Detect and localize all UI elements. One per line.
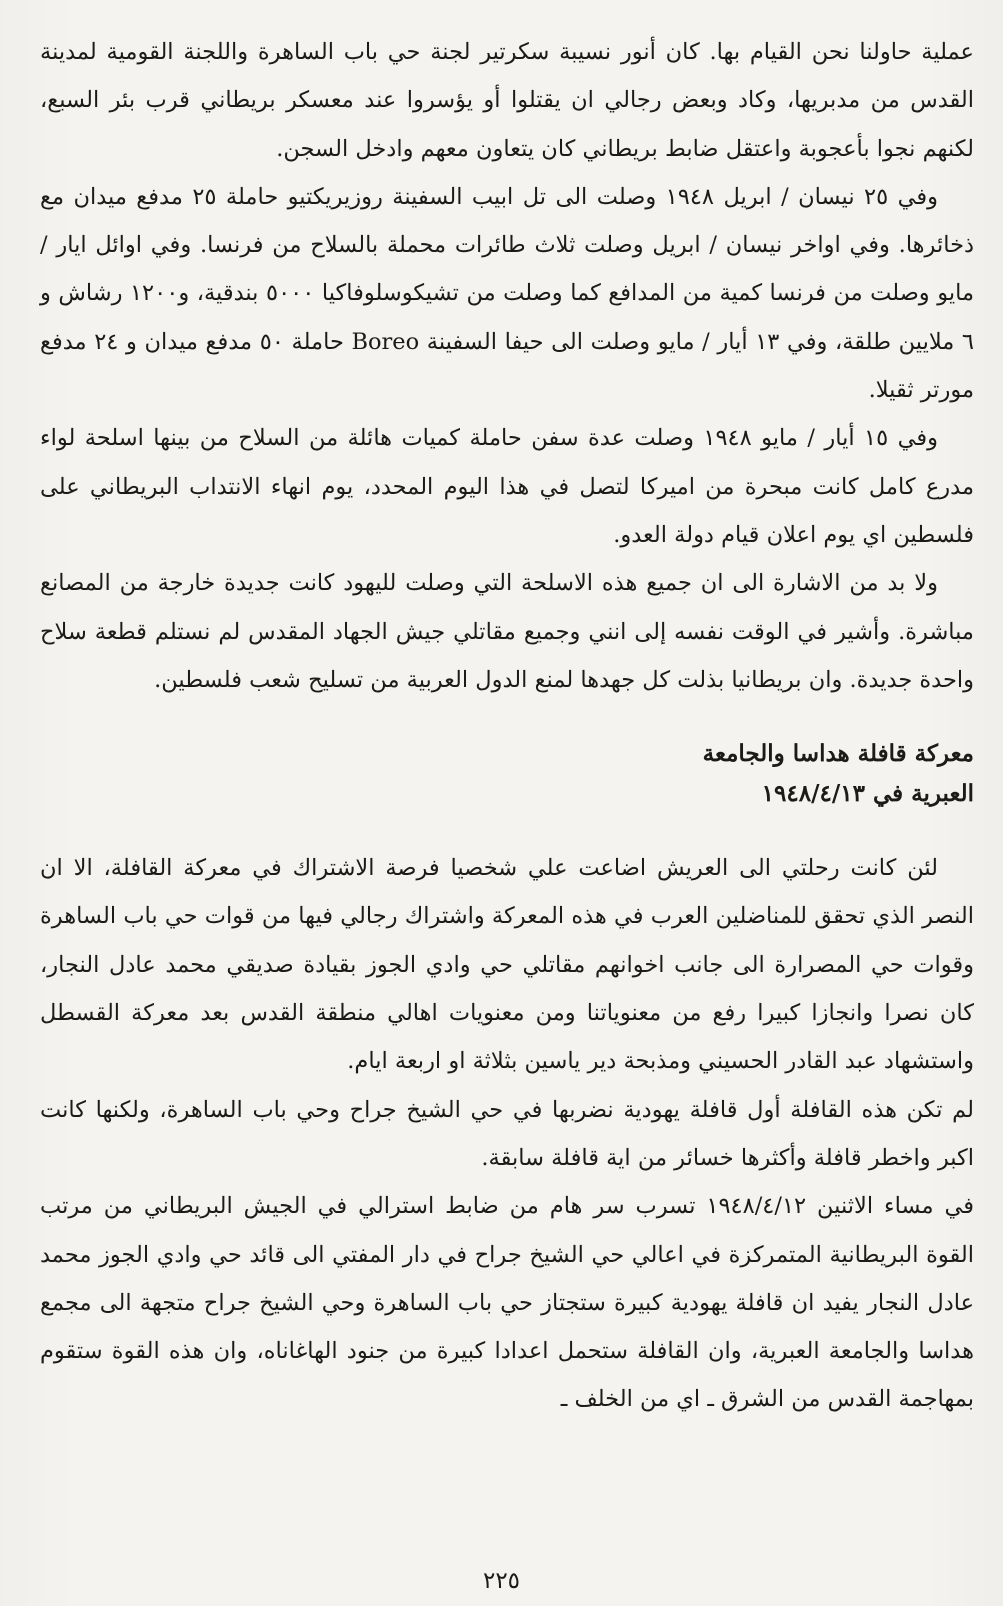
paragraph-1: عملية حاولنا نحن القيام بها. كان أنور نسيبة سكرتير لجنة حي باب الساهرة واللجنة القومية لمدينة القدس من مدبريها، وكاد وبعض رجالي ان يقتلوا أو يؤسروا عند معسكر بريطاني قرب بئر السبع، لكنهم نجوا بأعجوبة واعتقل ضابط بريطاني كان يتعاون معهم وادخل السجن.	[40, 39, 974, 162]
paragraph-5: لئن كانت رحلتي الى العريش اضاعت علي شخصيا فرصة الاشتراك في معركة القافلة، الا ان النصر الذي تحقق للمناضلين العرب في هذه المعركة واشتراك رجالي فيها من قوات حي باب الساهرة وقوات حي المصرارة الى جانب اخوانهم مقاتلي حي وادي الجوز بقيادة صديقي محمد عادل النجار، كان نصرا وانجازا كبيرا رفع من معنوياتنا ومن معنويات اهالي منطقة القدس بعد معركة القسطل واستشهاد عبد القادر الحسيني ومذبحة دير ياسين بثلاثة او اربعة ايام.	[40, 855, 974, 1075]
paragraph-7: في مساء الاثنين ١٩٤٨/٤/١٢ تسرب سر هام من ضابط استرالي في الجيش البريطاني من مرتب القوة البريطانية المتمركزة في اعالي حي الشيخ جراح في دار المفتي الى قائد حي وادي الجوز محمد عادل النجار يفيد ان قافلة يهودية كبيرة ستجتاز حي باب الساهرة وحي الشيخ جراح متجهة الى مجمع هداسا والجامعة العبرية، وان القافلة ستحمل اعدادا كبيرة من جنود الهاغاناه، وان هذه القوة ستقوم بمهاجمة القدس من الشرق ـ اي من الخلف ـ	[40, 1193, 975, 1413]
page-body	[40, 28, 974, 1424]
section-heading-line-2: العبرية في ١٩٤٨/٤/١٣	[761, 780, 974, 808]
section-heading-line-1: معركة قافلة هداسا والجامعة	[702, 740, 974, 768]
page-number: ٢٢٥	[482, 1568, 521, 1594]
paragraph-6: لم تكن هذه القافلة أول قافلة يهودية نضربها في حي الشيخ جراح وحي باب الساهرة، ولكنها كانت اكبر واخطر قافلة وأكثرها خسائر من اية قافلة سابقة.	[40, 1096, 974, 1171]
paragraph-4: ولا بد من الاشارة الى ان جميع هذه الاسلحة التي وصلت لليهود كانت جديدة خارجة من المصانع مباشرة. وأشير في الوقت نفسه إلى انني وجميع مقاتلي جيش الجهاد المقدس لم نستلم قطعة سلاح واحدة جديدة. وان بريطانيا بذلت كل جهدها لمنع الدول العربية من تسليح شعب فلسطين.	[40, 570, 974, 693]
paragraph-3: وفي ١٥ أيار / مايو ١٩٤٨ وصلت عدة سفن حاملة كميات هائلة من السلاح من بينها اسلحة لواء مدرع كامل كانت مبحرة من اميركا لتصل في هذا اليوم المحدد، يوم انهاء الانتداب البريطاني على فلسطين اي يوم اعلان قيام دولة العدو.	[40, 425, 974, 548]
paragraph-2: وفي ٢٥ نيسان / ابريل ١٩٤٨ وصلت الى تل ابيب السفينة روزيريكتيو حاملة ٢٥ مدفع ميدان مع ذخائرها. وفي اواخر نيسان / ابريل وصلت ثلاث طائرات محملة بالسلاح من فرنسا. وفي اوائل ايار / مايو وصلت من فرنسا كمية من المدافع كما وصلت من تشيكوسلوفاكيا ٥٠٠٠ بندقية، و١٢٠٠ رشاش و ٦ ملايين طلقة، وفي ١٣ أيار / مايو وصلت الى حيفا السفينة Boreo حاملة ٥٠ مدفع ميدان و ٢٤ مدفع مورتر ثقيلا.	[40, 183, 975, 404]
section-heading	[40, 734, 974, 814]
